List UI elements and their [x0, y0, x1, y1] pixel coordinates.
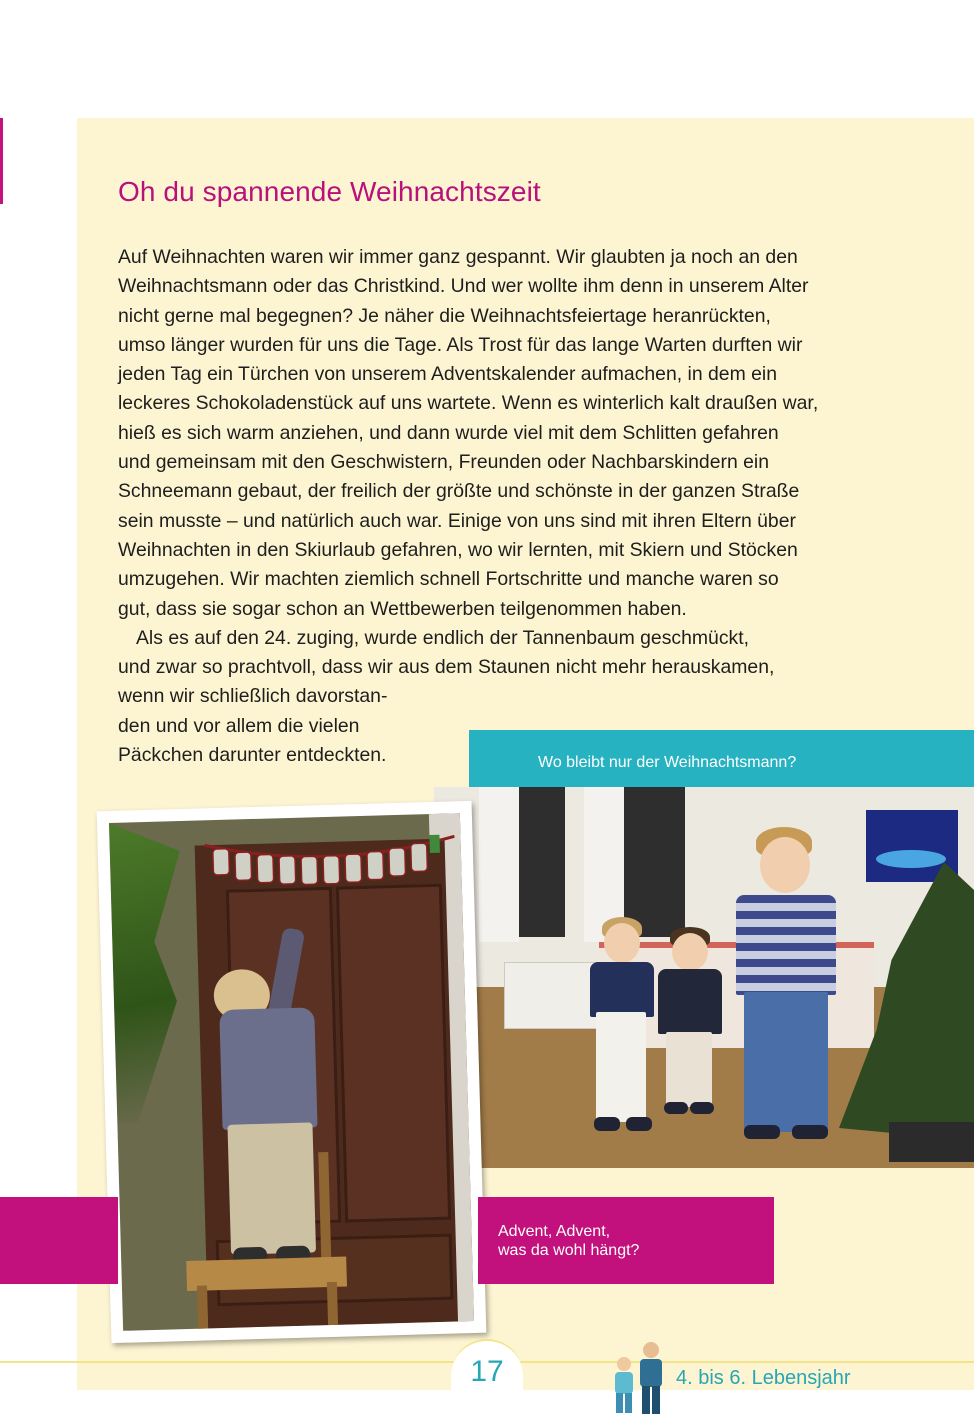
- decorative-magenta-bar: [0, 1197, 118, 1284]
- text-line: den und vor allem die vielen: [118, 714, 360, 737]
- photo-curtain: [479, 787, 519, 942]
- children-room-photo: [434, 787, 974, 1168]
- text-line: Als es auf den 24. zuging, wurde endlich der Tannenbaum geschmückt,: [136, 626, 749, 649]
- text-line: Weihnachten in den Skiurlaub gefahren, wo wir lernten, mit Skiern und Stöcken: [118, 538, 798, 561]
- photo-plant: [109, 821, 187, 1123]
- text-line: umzugehen. Wir machten ziemlich schnell Fortschritte und manche waren so: [118, 568, 779, 591]
- two-children-icon: [608, 1336, 668, 1417]
- wardrobe-door: [336, 884, 451, 1223]
- text-line: gut, dass sie sogar schon an Wettbewerben teilgenommen haben.: [118, 597, 687, 620]
- child-toddler-white: [584, 917, 664, 1167]
- text-line: umso länger wurden für uns die Tage. Als Trost für das lange Warten durften wir: [118, 333, 803, 356]
- text-line: Weihnachtsmann oder das Christkind. Und wer wollte ihm denn in unserem Alter: [118, 275, 809, 298]
- text-line: jeden Tag ein Türchen von unserem Adventskalender aufmachen, in dem ein: [118, 363, 777, 386]
- age-section-label: 4. bis 6. Lebensjahr: [676, 1367, 851, 1389]
- article-body: [118, 243, 878, 770]
- text-line: Auf Weihnachten waren wir immer ganz gespannt. Wir glaubten ja noch an den: [118, 246, 798, 268]
- photo-rug: [889, 1122, 974, 1162]
- text-line: leckeres Schokoladenstück auf uns wartete. Wenn es winterlich kalt draußen war,: [118, 392, 819, 415]
- text-line: sein musste – und natürlich auch war. Einige von uns sind mit ihren Eltern über: [118, 509, 796, 532]
- text-line: und zwar so prachtvoll, dass wir aus dem Staunen nicht mehr herauskamen,: [118, 656, 775, 679]
- advent-calendar-garland: [204, 828, 455, 890]
- chair-leg: [197, 1285, 209, 1330]
- chair-seat: [186, 1257, 347, 1291]
- chair-leg: [327, 1282, 339, 1331]
- text-line: nicht gerne mal begegnen? Je näher die Weihnachtsfeiertage heranrückten,: [118, 304, 771, 327]
- text-line: Päckchen darunter entdeckten.: [118, 744, 387, 767]
- child-pants: [227, 1122, 316, 1254]
- child-toddler-dark: [654, 927, 734, 1157]
- room-photo-caption: Wo bleibt nur der Weihnachtsmann?: [538, 754, 797, 771]
- page-number: 17: [470, 1355, 504, 1388]
- paragraph-1: [118, 243, 878, 624]
- text-line: hieß es sich warm anziehen, und dann wurde viel mit dem Schlitten gefahren: [118, 421, 779, 444]
- text-line: und gemeinsam mit den Geschwistern, Freunden oder Nachbarskindern ein: [118, 451, 770, 474]
- text-line: wenn wir schließlich davorstan-: [118, 685, 388, 708]
- advent-calendar-photo: [109, 813, 474, 1331]
- margin-accent-rule: [0, 118, 3, 204]
- child-striped-shirt: [734, 827, 844, 1167]
- text-line: Schneemann gebaut, der freilich der größte und schönste in der ganzen Straße: [118, 480, 800, 503]
- advent-calendar-photo-frame: [97, 801, 487, 1343]
- article-title: Oh du spannende Weihnachtszeit: [118, 176, 541, 207]
- child-shirt: [219, 1007, 317, 1130]
- wardrobe-photo-caption: Advent, Advent, was da wohl hängt?: [498, 1223, 640, 1259]
